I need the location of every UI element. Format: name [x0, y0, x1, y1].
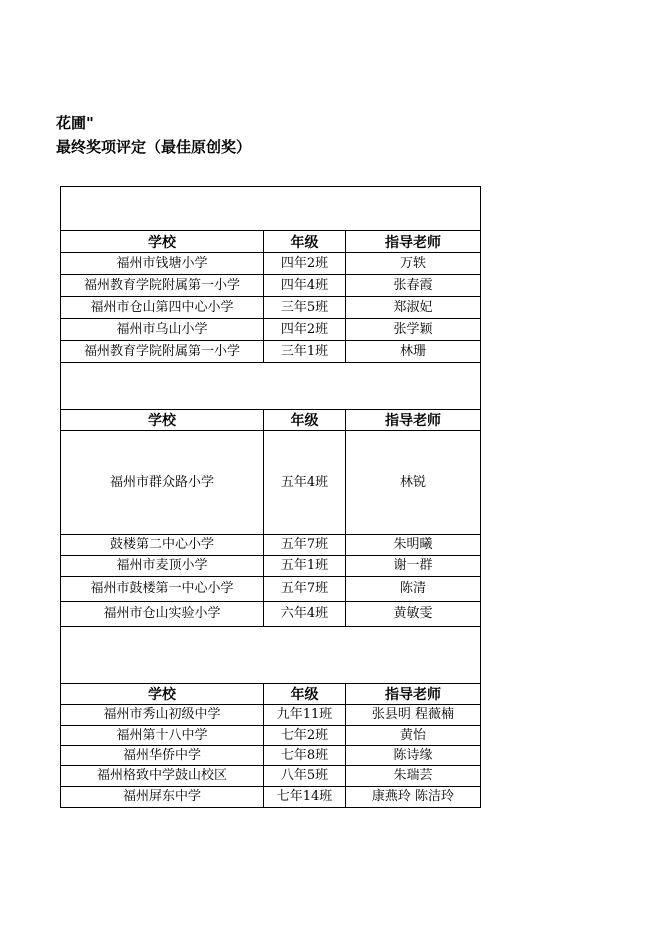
- cell-grade: 三年1班: [264, 341, 346, 363]
- cell-school: 福州市秀山初级中学: [61, 705, 264, 726]
- header-teacher: 指导老师: [346, 410, 481, 431]
- header-school: 学校: [61, 410, 264, 431]
- table-row: [61, 431, 481, 535]
- cell-grade: 四年4班: [264, 275, 346, 297]
- cell-grade: 七年8班: [264, 746, 346, 766]
- cell-teacher: 林珊: [346, 341, 481, 363]
- cell-school: 福州市仓山实验小学: [61, 602, 264, 627]
- cell-grade: 五年7班: [264, 535, 346, 556]
- table-row: [61, 787, 481, 808]
- header-teacher: 指导老师: [346, 684, 481, 705]
- cell-school: 福州市钱塘小学: [61, 253, 264, 275]
- cell-school: 福州屏东中学: [61, 787, 264, 808]
- header-grade: 年级: [264, 684, 346, 705]
- cell-grade: 四年2班: [264, 253, 346, 275]
- cell-teacher: 康燕玲 陈洁玲: [346, 787, 481, 808]
- group-header-3: [61, 627, 481, 684]
- table-row: [61, 319, 481, 341]
- header-grade: 年级: [264, 410, 346, 431]
- table-row: [61, 577, 481, 602]
- cell-teacher: 陈清: [346, 577, 481, 602]
- cell-grade: 七年2班: [264, 726, 346, 746]
- cell-teacher: 张学颖: [346, 319, 481, 341]
- cell-school: 福州华侨中学: [61, 746, 264, 766]
- table-row: [61, 297, 481, 319]
- table-row: [61, 746, 481, 766]
- cell-school: 福州教育学院附属第一小学: [61, 341, 264, 363]
- cell-grade: 五年7班: [264, 577, 346, 602]
- table-row: [61, 535, 481, 556]
- table-row: [61, 556, 481, 577]
- header-row: [61, 231, 481, 253]
- cell-school: 鼓楼第二中心小学: [61, 535, 264, 556]
- table-row: [61, 341, 481, 363]
- cell-teacher: 张春霞: [346, 275, 481, 297]
- cell-grade: 六年4班: [264, 602, 346, 627]
- header-grade: 年级: [264, 231, 346, 253]
- table-row: [61, 726, 481, 746]
- cell-grade: 八年5班: [264, 766, 346, 787]
- cell-grade: 七年14班: [264, 787, 346, 808]
- cell-teacher: 朱明曦: [346, 535, 481, 556]
- table-row: [61, 275, 481, 297]
- awards-table: [60, 186, 481, 808]
- cell-teacher: 黄敏雯: [346, 602, 481, 627]
- group-header-1: [61, 187, 481, 231]
- cell-teacher: 林锐: [346, 431, 481, 535]
- cell-school: 福州教育学院附属第一小学: [61, 275, 264, 297]
- sheet-title-line1: 花圃": [56, 114, 94, 132]
- cell-school: 福州市群众路小学: [61, 431, 264, 535]
- header-row: [61, 410, 481, 431]
- cell-school: 福州市鼓楼第一中心小学: [61, 577, 264, 602]
- cell-teacher: 谢一群: [346, 556, 481, 577]
- cell-teacher: 朱瑞芸: [346, 766, 481, 787]
- header-teacher: 指导老师: [346, 231, 481, 253]
- cell-teacher: 张县明 程薇楠: [346, 705, 481, 726]
- table-row: [61, 766, 481, 787]
- cell-teacher: 万轶: [346, 253, 481, 275]
- cell-grade: 四年2班: [264, 319, 346, 341]
- cell-school: 福州市麦顶小学: [61, 556, 264, 577]
- header-school: 学校: [61, 231, 264, 253]
- header-school: 学校: [61, 684, 264, 705]
- header-row: [61, 684, 481, 705]
- cell-school: 福州格致中学鼓山校区: [61, 766, 264, 787]
- cell-grade: 九年11班: [264, 705, 346, 726]
- cell-grade: 五年4班: [264, 431, 346, 535]
- cell-grade: 五年1班: [264, 556, 346, 577]
- group-header-2: [61, 363, 481, 410]
- cell-teacher: 陈诗缘: [346, 746, 481, 766]
- cell-school: 福州市乌山小学: [61, 319, 264, 341]
- sheet-title-line2: 最终奖项评定（最佳原创奖）: [56, 138, 252, 156]
- cell-grade: 三年5班: [264, 297, 346, 319]
- cell-school: 福州第十八中学: [61, 726, 264, 746]
- table-row: [61, 253, 481, 275]
- cell-teacher: 郑淑妃: [346, 297, 481, 319]
- cell-teacher: 黄怡: [346, 726, 481, 746]
- table-row: [61, 602, 481, 627]
- cell-school: 福州市仓山第四中心小学: [61, 297, 264, 319]
- table-row: [61, 705, 481, 726]
